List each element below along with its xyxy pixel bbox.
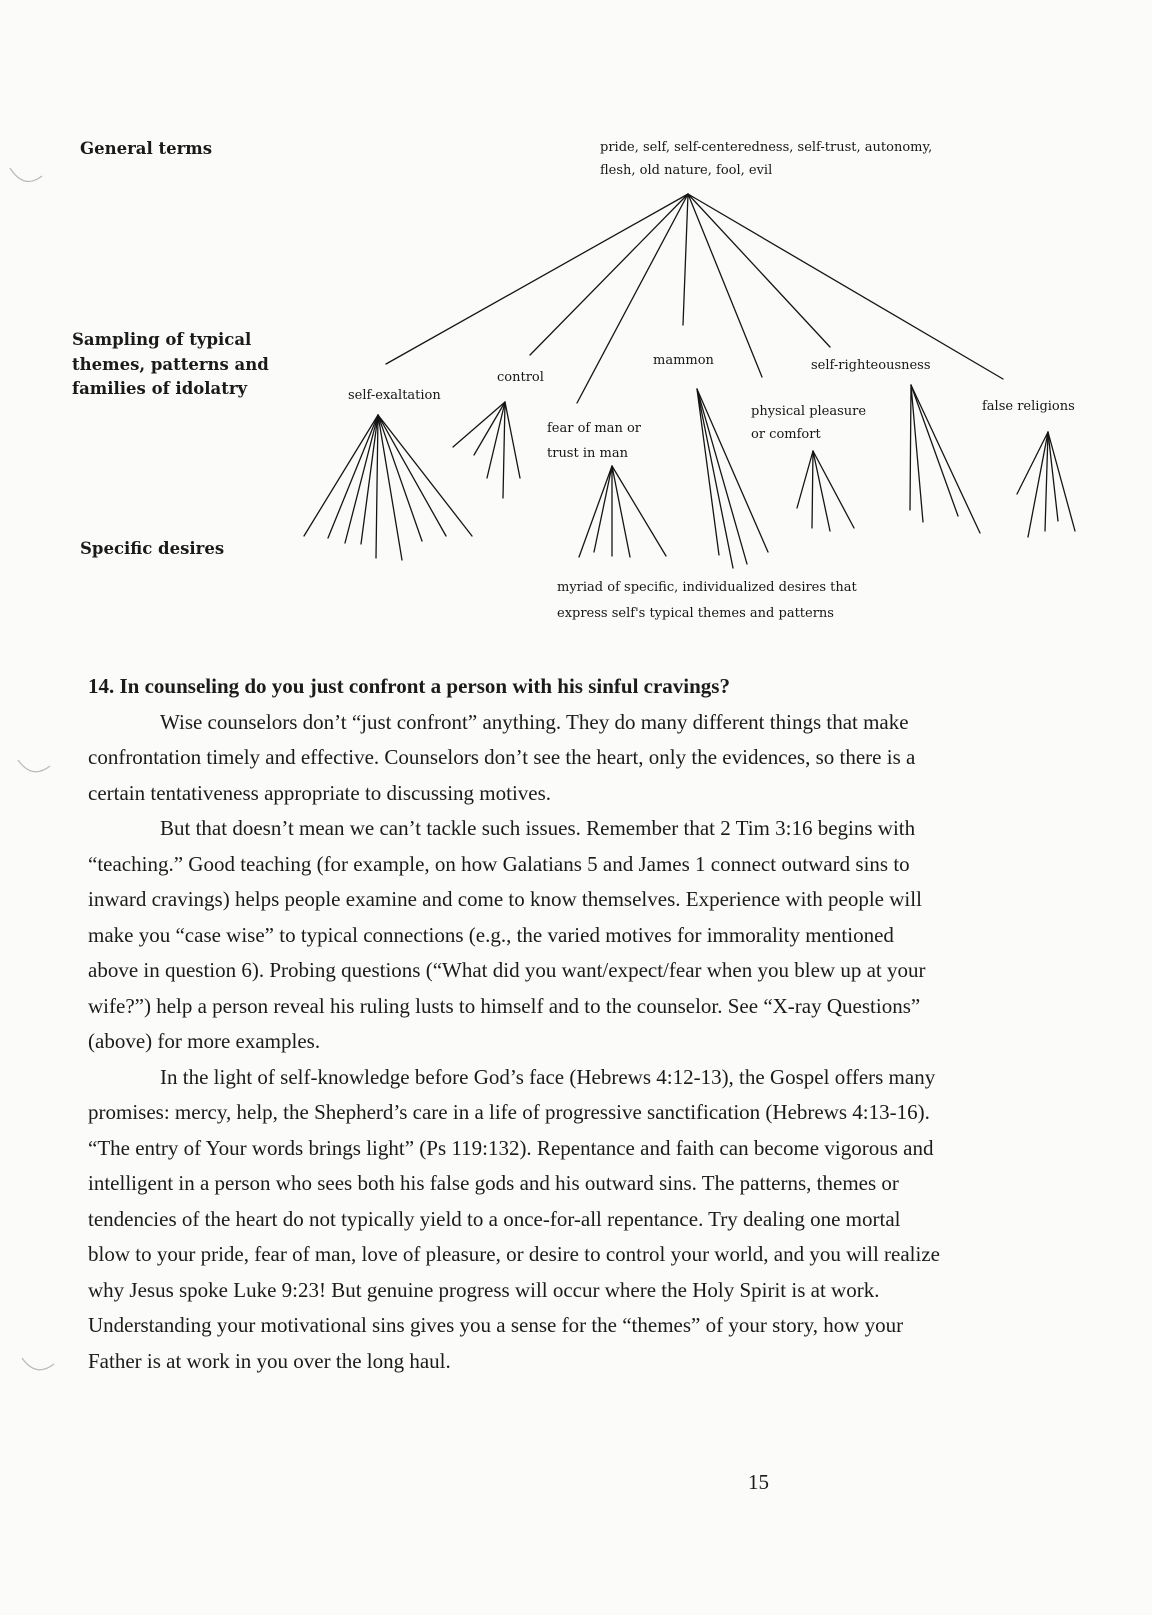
theme-label-self-righteousness: self-righteousness [811, 358, 931, 373]
diagram-caption-line: myriad of specific, individualized desires that [557, 580, 857, 595]
text-line: tendencies of the heart do not typically yield to a once-for-all repentance. Try dealing one mortal [88, 1206, 901, 1231]
desire-line-control [487, 402, 505, 478]
text-line: wife?”) help a person reveal his ruling lusts to himself and to the counselor. See “X-ray Questions” [88, 993, 921, 1018]
desire-line-self-exaltation [378, 415, 422, 541]
desire-line-physical-pleasure [812, 451, 813, 528]
theme-label-fear-of-man-line: trust in man [547, 446, 628, 461]
text-line: In the light of self-knowledge before God’s face (Hebrews 4:12-13), the Gospel offers many [160, 1064, 936, 1089]
branch-physical-pleasure [688, 194, 762, 377]
desire-line-fear-of-man [612, 466, 630, 557]
theme-label-self-exaltation: self-exaltation [348, 388, 441, 403]
text-line: Understanding your motivational sins gives you a sense for the “themes” of your story, how your [88, 1313, 904, 1337]
desire-line-physical-pleasure [797, 451, 813, 508]
general-terms-label [600, 136, 932, 182]
text-line: why Jesus spoke Luke 9:23! But genuine progress will occur where the Holy Spirit is at work. [88, 1277, 880, 1302]
theme-label-mammon: mammon [653, 353, 714, 368]
text-line: “The entry of Your words brings light” (Ps 119:132). Repentance and faith can become vigorous and [88, 1135, 934, 1160]
text-line: But that doesn’t mean we can’t tackle such issues. Remember that 2 Tim 3:16 begins with [160, 816, 916, 840]
branch-false-religions [688, 194, 1003, 379]
diagram-caption [557, 575, 857, 627]
punch-hole-mark [18, 760, 50, 772]
desire-line-self-righteousness [910, 385, 911, 510]
level-label-sampling [72, 328, 269, 402]
text-line: Father is at work in you over the long haul. [88, 1348, 451, 1373]
theme-label-physical-pleasure-line: physical pleasure [751, 404, 867, 419]
punch-hole-mark [22, 1358, 54, 1370]
level-label-sampling-line: themes, patterns and [72, 354, 269, 374]
diagram-caption-line: express self's typical themes and patterns [557, 606, 834, 621]
desire-line-self-exaltation [304, 415, 378, 536]
theme-label-false-religions: false religions [982, 399, 1075, 414]
text-line: blow to your pride, fear of man, love of pleasure, or desire to control your world, and you will realize [88, 1242, 940, 1266]
desire-line-self-exaltation [345, 415, 378, 543]
desire-line-false-religions [1017, 432, 1048, 494]
paragraph [88, 705, 1128, 812]
text-line: make you “case wise” to typical connections (e.g., the varied motives for immorality mentioned [88, 922, 894, 947]
branch-self-righteousness [688, 194, 830, 347]
level-label-sampling-line: Sampling of typical [72, 330, 252, 349]
desire-line-self-righteousness [911, 385, 980, 533]
text-line: (above) for more examples. [88, 1029, 321, 1053]
section-14 [88, 669, 1128, 1379]
page-number: 15 [748, 1470, 769, 1494]
desire-line-control [503, 402, 505, 498]
desire-line-mammon [697, 389, 747, 564]
desire-line-physical-pleasure [813, 451, 854, 528]
paragraph [88, 811, 1128, 1060]
theme-label-fear-of-man-line: fear of man or [547, 421, 641, 436]
theme-label-control: control [497, 370, 544, 385]
branch-mammon [683, 194, 688, 325]
level-label-sampling-line: families of idolatry [72, 379, 248, 398]
text-line: intelligent in a person who sees both his false gods and his outward sins. The patterns, themes or [88, 1171, 899, 1195]
desire-line-control [505, 402, 520, 478]
text-line: promises: mercy, help, the Shepherd’s care in a life of progressive sanctification (Hebrews 4:13-16). [88, 1100, 930, 1124]
text-line: Wise counselors don’t “just confront” anything. They do many different things that make [160, 709, 909, 734]
general-terms-line: pride, self, self-centeredness, self-trust, autonomy, [600, 140, 933, 155]
desire-line-self-righteousness [911, 385, 958, 516]
text-line: certain tentativeness appropriate to discussing motives. [88, 780, 552, 805]
theme-label-fear-of-man [547, 416, 641, 466]
desire-line-mammon [697, 389, 733, 568]
desire-line-false-religions [1048, 432, 1058, 521]
theme-label-physical-pleasure [751, 400, 866, 446]
desire-line-control [453, 402, 505, 447]
text-line: “teaching.” Good teaching (for example, on how Galatians 5 and James 1 connect outward sins to [88, 851, 910, 876]
general-terms-line: flesh, old nature, fool, evil [600, 163, 773, 178]
desire-line-false-religions [1048, 432, 1075, 531]
text-line: confrontation timely and effective. Counselors don’t see the heart, only the evidences, so there is a [88, 745, 916, 769]
section-heading: 14. In counseling do you just confront a person with his sinful cravings? [88, 674, 730, 698]
paragraph [88, 1060, 1128, 1380]
theme-label-physical-pleasure-line: or comfort [751, 427, 821, 442]
text-line: inward cravings) helps people examine and come to know themselves. Experience with people will [88, 887, 922, 911]
desire-line-self-exaltation [376, 415, 378, 558]
text-line: above in question 6). Probing questions (“What did you want/expect/fear when you blew up at your [88, 958, 926, 982]
level-label-specific-desires: Specific desires [80, 539, 225, 558]
desire-line-physical-pleasure [813, 451, 830, 531]
desire-line-fear-of-man [612, 466, 666, 556]
branch-control [530, 194, 688, 355]
level-label-general-terms: General terms [80, 139, 213, 158]
desire-line-self-exaltation [378, 415, 472, 536]
desire-line-control [474, 402, 505, 455]
